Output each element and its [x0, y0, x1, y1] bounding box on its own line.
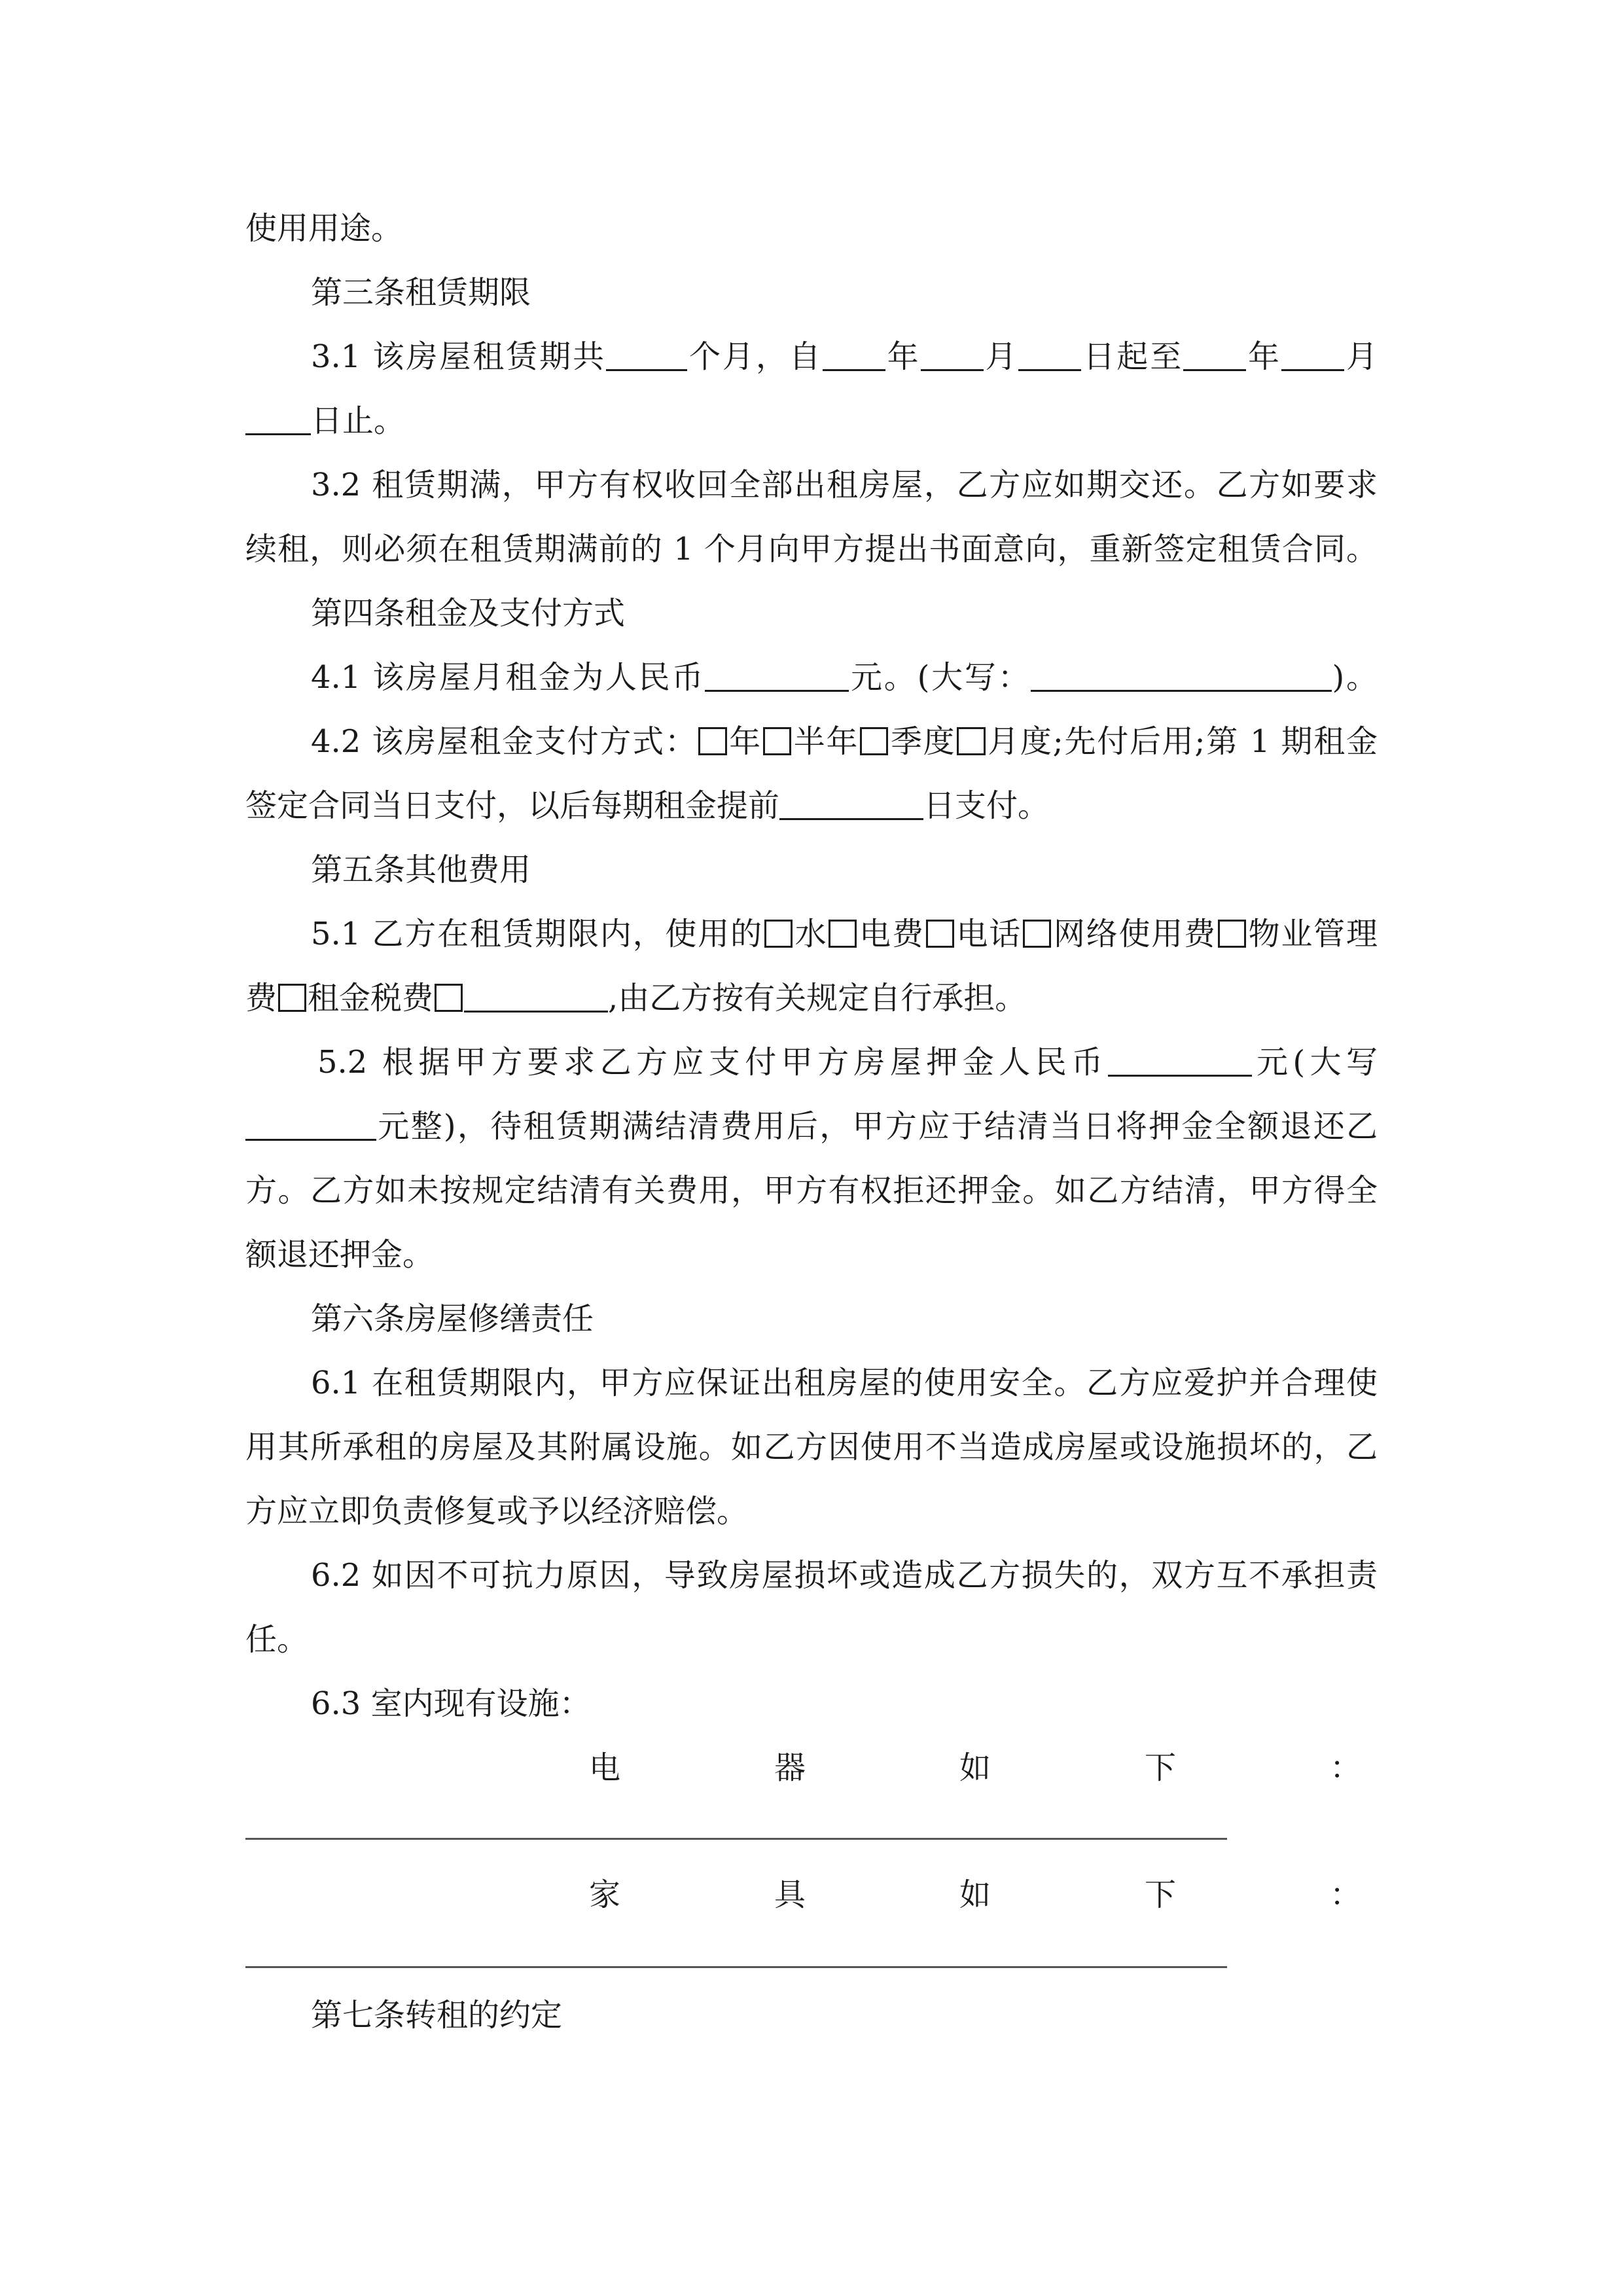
blank-other-fee[interactable]: [464, 980, 608, 1013]
clause-6-2-line: 任。: [245, 1621, 309, 1658]
blank-rent-in-words[interactable]: [1031, 659, 1332, 692]
clause-6-1-line: 用其所承租的房屋及其附属设施。如乙方因使用不当造成房屋或设施损坏的，乙: [245, 1429, 1378, 1465]
checkbox[interactable]: [763, 727, 791, 755]
section-heading: 第三条租赁期限: [311, 274, 531, 311]
clause-5-1-line: 5.1 乙方在租赁期限内，使用的 水 电费 电话 网络使用费 物业管理: [311, 916, 1378, 952]
clause-3-1-line: 日止。: [245, 389, 1378, 453]
section-heading: 第六条房屋修缮责任: [311, 1300, 594, 1337]
checkbox[interactable]: [764, 920, 793, 948]
section-heading: 第四条租金及支付方式: [311, 595, 626, 632]
appliances-line: [589, 1736, 1361, 1800]
checkbox[interactable]: [698, 727, 726, 755]
blank-start-day[interactable]: [1018, 338, 1081, 371]
clause-6-2-line: 6.2 如因不可抗力原因，导致房屋损坏或造成乙方损失的，双方互不承担责: [311, 1557, 1378, 1594]
spread-char: ：: [1329, 1749, 1361, 1786]
clause-3-2-line: 续租，则必须在租赁期满前的 1 个月向甲方提出书面意向，重新签定租赁合同。: [245, 531, 1378, 567]
blank-months[interactable]: [606, 338, 687, 371]
blank-days-ahead[interactable]: [779, 787, 923, 820]
clause-3-2-line: 3.2 租赁期满，甲方有权收回全部出租房屋，乙方应如期交还。乙方如要求: [311, 467, 1378, 503]
blank-deposit[interactable]: [1108, 1044, 1252, 1077]
section-heading: 第七条转租的约定: [311, 1997, 563, 2034]
blank-end-month[interactable]: [1281, 338, 1344, 371]
spread-char: ：: [1329, 1876, 1361, 1913]
checkbox[interactable]: [957, 727, 985, 755]
clause-4-2-line: 签定合同当日支付，以后每期租金提前 日支付。: [245, 787, 1050, 824]
checkbox[interactable]: [435, 984, 463, 1012]
clause-6-1-line: 6.1 在租赁期限内，甲方应保证出租房屋的使用安全。乙方应爱护并合理使: [311, 1365, 1378, 1401]
checkbox[interactable]: [278, 984, 306, 1012]
checkbox[interactable]: [926, 920, 954, 948]
clause-6-1-line: 方应立即负责修复或予以经济赔偿。: [245, 1493, 749, 1530]
section-heading: 第五条其他费用: [311, 852, 531, 888]
blank-deposit-in-words[interactable]: [245, 1108, 376, 1141]
blank-start-year[interactable]: [823, 338, 885, 371]
clause-6-3-line: 6.3 室内现有设施：: [311, 1685, 591, 1722]
furniture-fill-line[interactable]: [245, 1966, 1227, 1968]
blank-monthly-rent[interactable]: [705, 659, 849, 692]
spread-char: 下: [1144, 1749, 1176, 1786]
spread-char: 下: [1144, 1876, 1176, 1913]
blank-end-year[interactable]: [1183, 338, 1246, 371]
clause-5-1-line: 费 租金税费 ,由乙方按有关规定自行承担。: [245, 980, 1027, 1016]
spread-char: 家: [589, 1876, 621, 1913]
paragraph-line: 使用用途。: [245, 210, 403, 247]
clause-5-2-line: 方。乙方如未按规定结清有关费用，甲方有权拒还押金。如乙方结清，甲方得全: [245, 1172, 1378, 1209]
checkbox[interactable]: [829, 920, 857, 948]
appliances-fill-line[interactable]: [245, 1838, 1227, 1840]
checkbox[interactable]: [1023, 920, 1051, 948]
clause-5-2-line: 元整)，待租赁期满结清费用后，甲方应于结清当日将押金全额退还乙: [245, 1094, 1378, 1158]
clause-5-2-line: 5.2 根据甲方要求乙方应支付甲方房屋押金人民币 元(大写: [317, 1044, 1378, 1081]
clause-4-1-line: 4.1 该房屋月租金为人民币 元。(大写： )。: [311, 659, 1378, 696]
checkbox[interactable]: [1218, 920, 1246, 948]
clause-3-1-line: 3.1 该房屋租赁期共 个月，自 年 月 日起至 年 月: [311, 338, 1378, 375]
clause-5-2-line: 额退还押金。: [245, 1236, 435, 1273]
blank-start-month[interactable]: [921, 338, 984, 371]
furniture-line: [589, 1863, 1361, 1927]
spread-char: 如: [959, 1876, 991, 1913]
checkbox[interactable]: [860, 727, 888, 755]
clause-4-2-line: 4.2 该房屋租金支付方式： 年 半年 季度 月度;先付后用;第 1 期租金: [311, 723, 1378, 760]
blank-end-day[interactable]: [245, 403, 311, 435]
spread-char: 电: [589, 1749, 621, 1786]
spread-char: 如: [959, 1749, 991, 1786]
spread-char: 具: [774, 1876, 806, 1913]
spread-char: 器: [774, 1749, 806, 1786]
